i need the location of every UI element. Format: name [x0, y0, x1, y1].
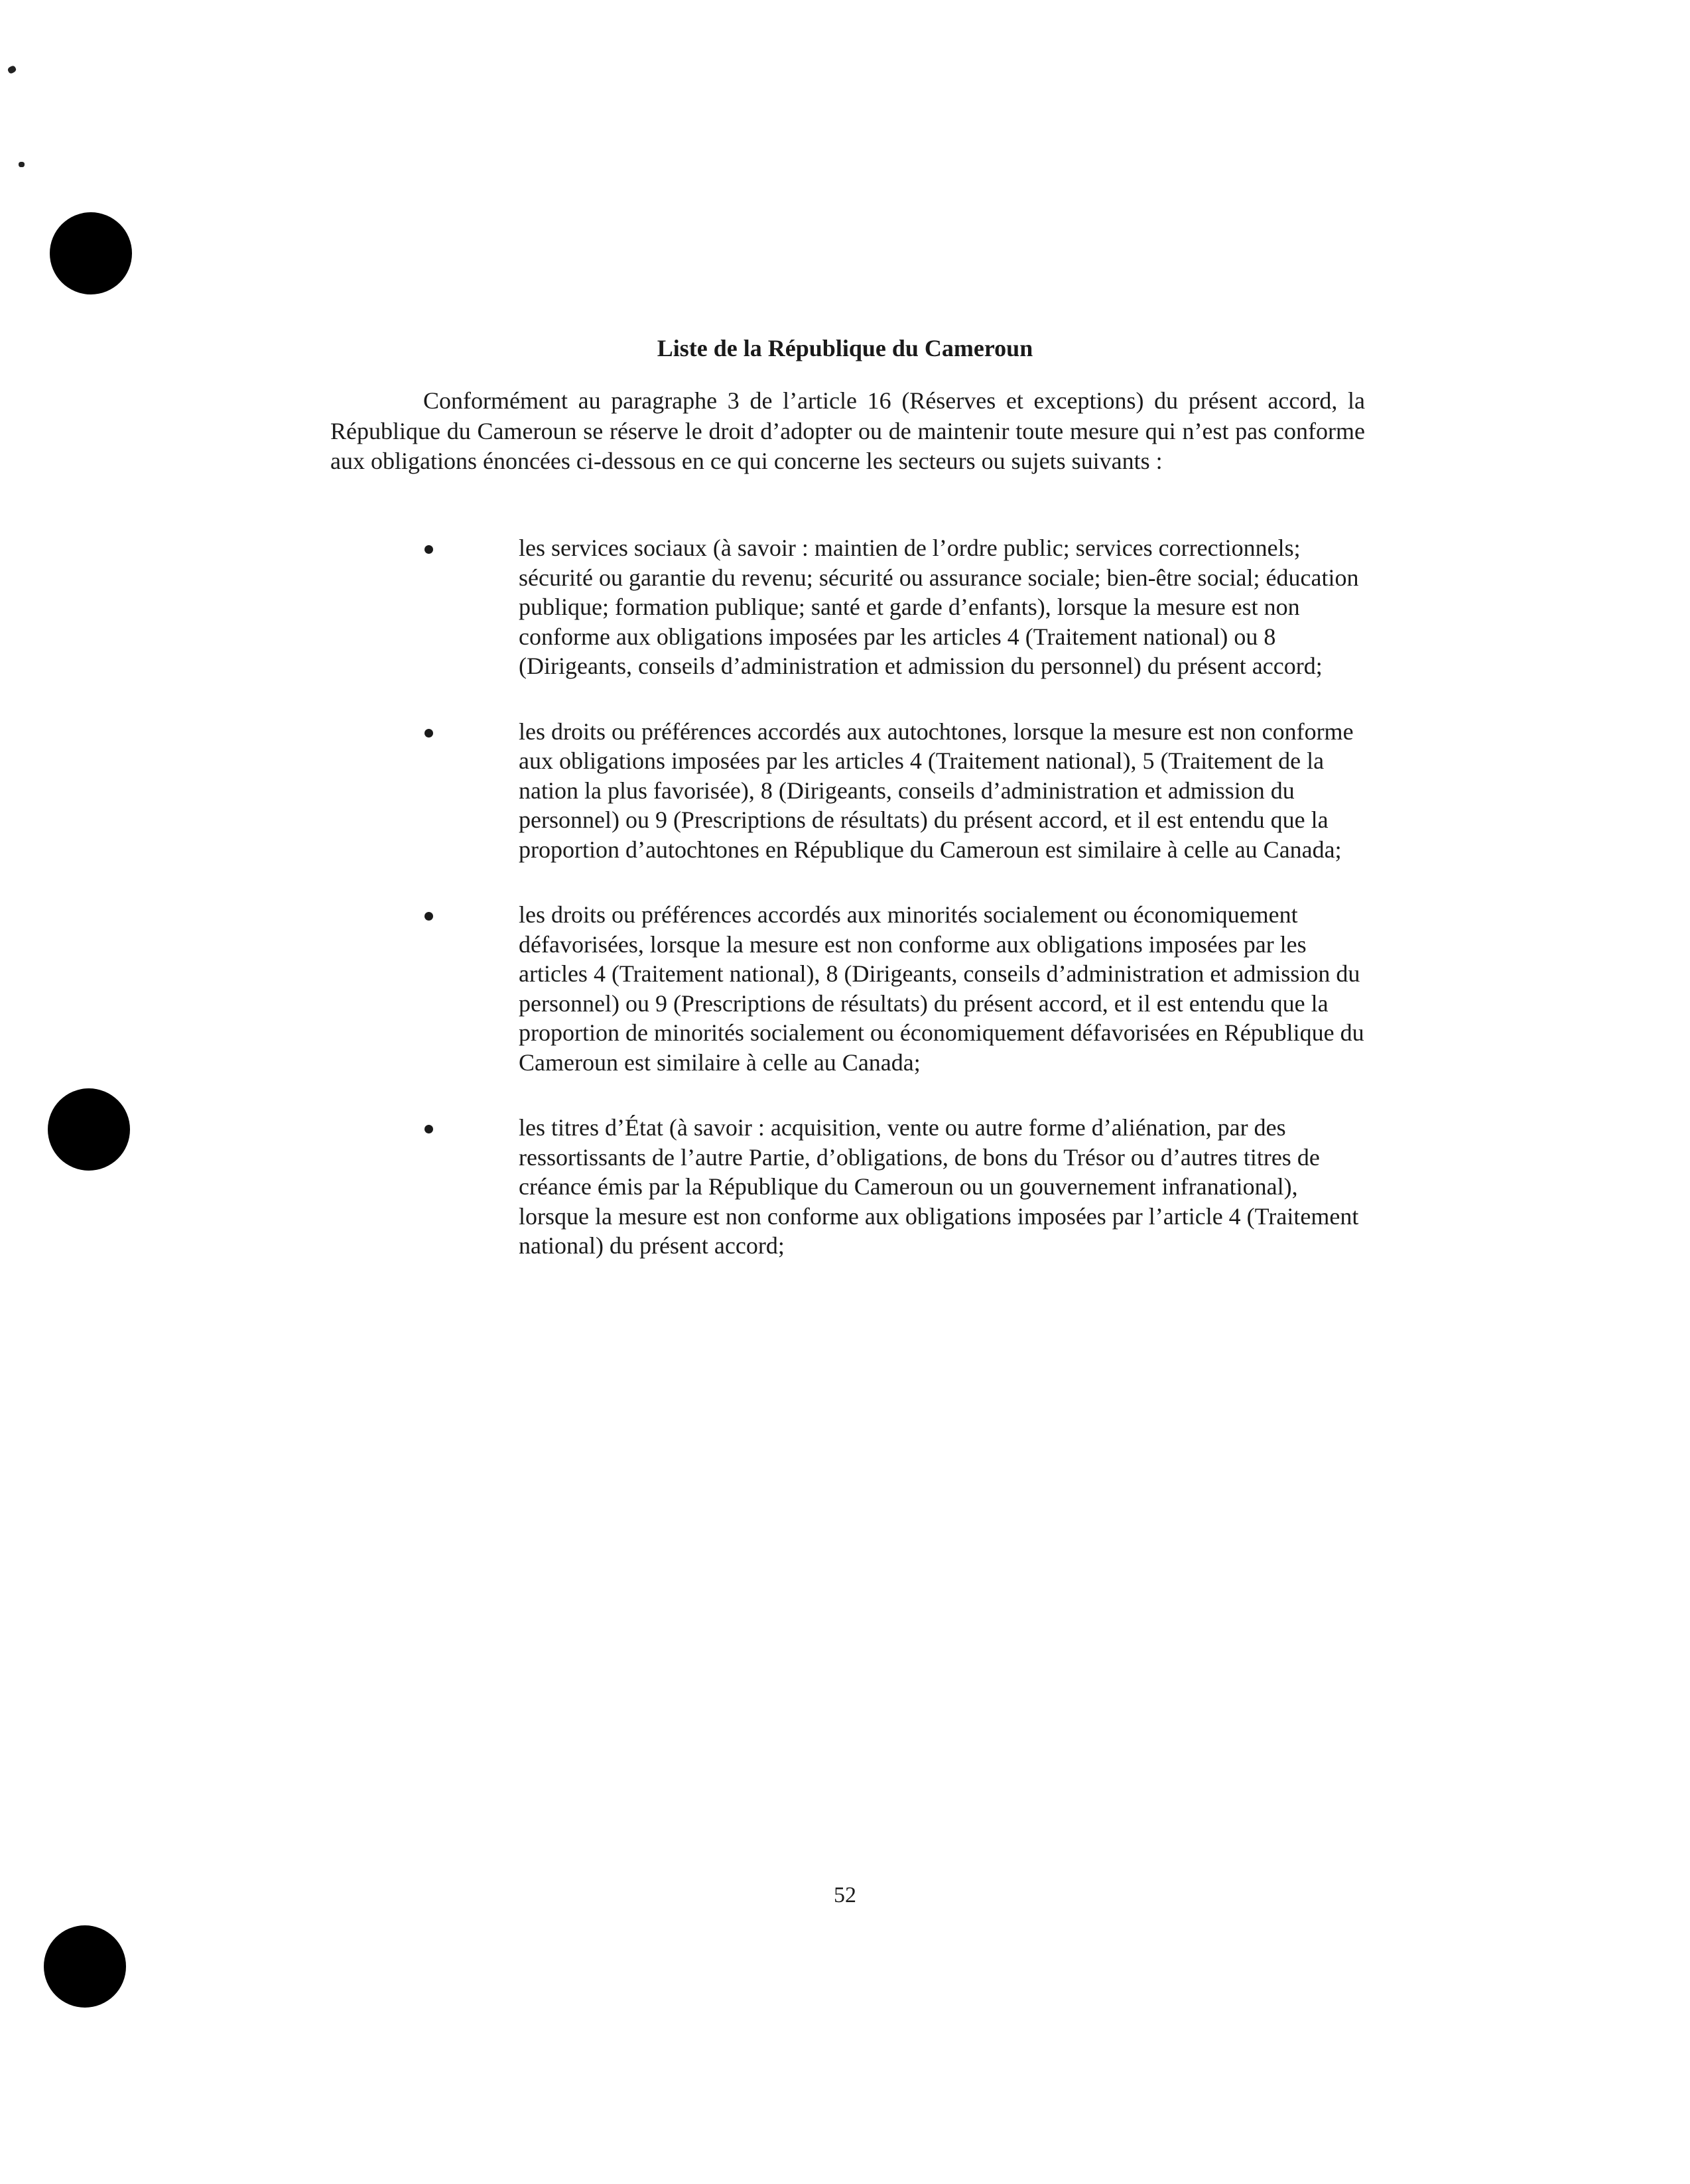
- bullet-icon: [424, 912, 433, 921]
- list-item: [330, 717, 1365, 865]
- bullet-icon: [424, 545, 433, 554]
- page-number: 52: [834, 1883, 856, 1907]
- scan-speck: [19, 162, 25, 167]
- list-item: [330, 900, 1365, 1077]
- punch-hole: [50, 212, 132, 294]
- bullet-icon: [424, 1125, 433, 1133]
- scan-speck: [7, 65, 17, 75]
- punch-hole: [44, 1925, 126, 2008]
- list-item-text: les services sociaux (à savoir : maintien de l’ordre public; services correctionnels; sécurité ou garantie du revenu; sécurité ou assurance sociale; bien-être social; éducation publique; formation publique; santé et garde d’enfants), lorsque la mesure est non conforme aux obligations imposées par les articles 4 (Traitement national) ou 8 (Dirigeants, conseils d’administration et admission du personnel) du présent accord;: [519, 535, 1359, 679]
- intro-paragraph: Conformément au paragraphe 3 de l’article 16 (Réserves et exceptions) du présent accord, la République du Cameroun se réserve le droit d’adopter ou de maintenir toute mesure qui n’est pas conforme aux obligations énoncées ci-dessous en ce qui concerne les secteurs ou sujets suivants :: [330, 387, 1365, 474]
- list-item: [330, 1113, 1365, 1261]
- bullet-icon: [424, 729, 433, 738]
- list-item: [330, 533, 1365, 681]
- punch-hole: [48, 1088, 130, 1171]
- list-item-text: les droits ou préférences accordés aux autochtones, lorsque la mesure est non conforme aux obligations imposées par les articles 4 (Traitement national), 5 (Traitement de la nation la plus favorisée), 8 (Dirigeants, conseils d’administration et admission du personnel) ou 9 (Prescriptions de résultats) du présent accord, et il est entendu que la proportion d’autochtones en République du Cameroun est similaire à celle au Canada;: [519, 718, 1354, 863]
- reservation-list: [330, 533, 1365, 1297]
- document-title: Liste de la République du Cameroun: [657, 335, 1033, 361]
- list-item-text: les droits ou préférences accordés aux minorités socialement ou économiquement défavorisées, lorsque la mesure est non conforme aux obligations imposées par les articles 4 (Traitement national), 8 (Dirigeants, conseils d’administration et admission du personnel) ou 9 (Prescriptions de résultats) du présent accord, et il est entendu que la proportion de minorités socialement ou économiquement défavorisées en République du Cameroun est similaire à celle au Canada;: [519, 901, 1364, 1076]
- list-item-text: les titres d’État (à savoir : acquisition, vente ou autre forme d’aliénation, par des ressortissants de l’autre Partie, d’obligations, de bons du Trésor ou d’autres titres de créance émis par la République du Cameroun ou un gouvernement infranational), lorsque la mesure est non conforme aux obligations imposées par l’article 4 (Traitement national) du présent accord;: [519, 1114, 1359, 1259]
